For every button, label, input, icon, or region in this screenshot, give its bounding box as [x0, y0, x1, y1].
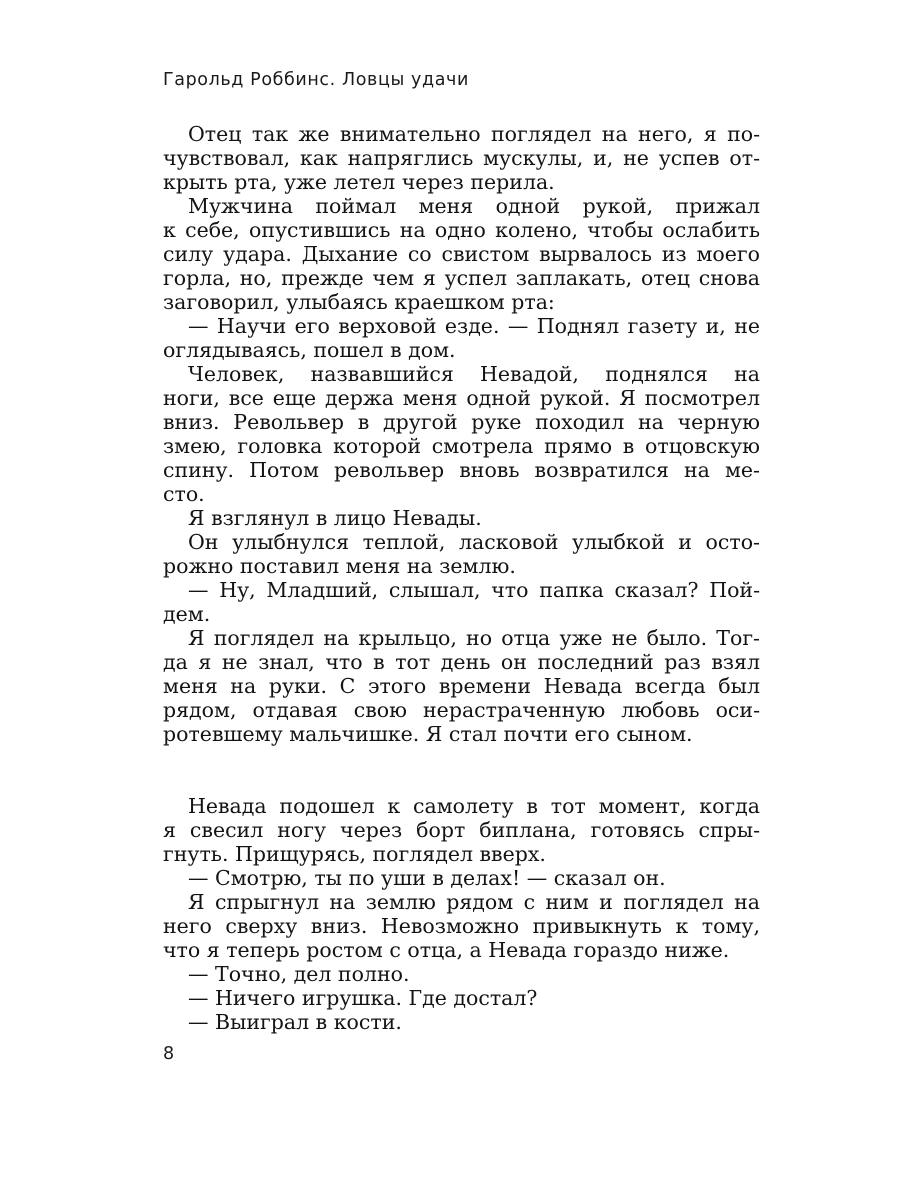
text-line: дем.: [163, 602, 211, 626]
paragraph: [163, 1010, 760, 1034]
text-line: я свесил ногу через борт биплана, готовясь спры-: [163, 818, 760, 842]
text-line: Он улыбнулся теплой, ласковой улыбкой и осто-: [188, 530, 760, 554]
running-head: Гарольд Роббинс. Ловцы удачи: [163, 70, 469, 90]
paragraph: [163, 362, 760, 506]
text-line: меня на руки. С этого времени Невада всегда был: [163, 674, 760, 698]
paragraph: [163, 890, 760, 962]
text-line: рожно поставил меня на землю.: [163, 554, 516, 578]
paragraph: [163, 626, 760, 746]
text-line: чувствовал, как напряглись мускулы, и, не успев от-: [163, 146, 760, 170]
text-line: вниз. Револьвер в другой руке походил на черную: [163, 410, 760, 434]
text-line: ротевшему мальчишке. Я стал почти его сыном.: [163, 722, 693, 746]
text-line: Отец так же внимательно поглядел на него, я по-: [188, 122, 760, 146]
paragraph: [163, 530, 760, 578]
text-line: Человек, назвавшийся Невадой, поднялся на: [188, 362, 760, 386]
text-line: Невада подошел к самолету в тот момент, когда: [188, 794, 760, 818]
paragraph: [163, 986, 760, 1010]
paragraph: [163, 314, 760, 362]
text-line: — Точно, дел полно.: [188, 962, 410, 986]
text-line: да я не знал, что в тот день он последний раз взял: [163, 650, 760, 674]
text-line: Я спрыгнул на землю рядом с ним и поглядел на: [188, 890, 760, 914]
paragraph: [163, 122, 760, 194]
text-line: — Ну, Младший, слышал, что папка сказал? Пой-: [188, 578, 760, 602]
body-text: [163, 122, 760, 1034]
section-break: [163, 746, 760, 794]
text-line: спину. Потом револьвер вновь возвратился на ме-: [163, 458, 760, 482]
paragraph: [163, 194, 760, 314]
paragraph: [163, 962, 760, 986]
text-line: Я взглянул в лицо Невады.: [188, 506, 482, 530]
paragraph: [163, 578, 760, 626]
text-line: что я теперь ростом с отца, а Невада гораздо ниже.: [163, 938, 730, 962]
paragraph: [163, 866, 760, 890]
text-line: Мужчина поймал меня одной рукой, прижал: [188, 194, 760, 218]
text-line: — Научи его верховой езде. — Поднял газету и, не: [188, 314, 760, 338]
paragraph: [163, 794, 760, 866]
text-line: оглядываясь, пошел в дом.: [163, 338, 456, 362]
text-line: — Смотрю, ты по уши в делах! — сказал он.: [188, 866, 666, 890]
text-line: — Ничего игрушка. Где достал?: [188, 986, 538, 1010]
text-line: силу удара. Дыхание со свистом вырвалось из моего: [163, 242, 760, 266]
text-line: ноги, все еще держа меня одной рукой. Я посмотрел: [163, 386, 760, 410]
text-line: гнуть. Прищурясь, поглядел вверх.: [163, 842, 546, 866]
text-line: него сверху вниз. Невозможно привыкнуть к тому,: [163, 914, 760, 938]
text-line: горла, но, прежде чем я успел заплакать, отец снова: [163, 266, 760, 290]
text-line: рядом, отдавая свою нерастраченную любовь оси-: [163, 698, 760, 722]
text-line: Я поглядел на крыльцо, но отца уже не было. Тог-: [188, 626, 760, 650]
page-number: 8: [163, 1044, 175, 1064]
text-line: змею, головка которой смотрела прямо в отцовскую: [163, 434, 760, 458]
text-line: — Выиграл в кости.: [188, 1010, 402, 1034]
text-line: заговорил, улыбаясь краешком рта:: [163, 290, 555, 314]
text-line: к себе, опустившись на одно колено, чтобы ослабить: [163, 218, 760, 242]
paragraph: [163, 506, 760, 530]
text-line: крыть рта, уже летел через перила.: [163, 170, 555, 194]
text-line: сто.: [163, 482, 205, 506]
